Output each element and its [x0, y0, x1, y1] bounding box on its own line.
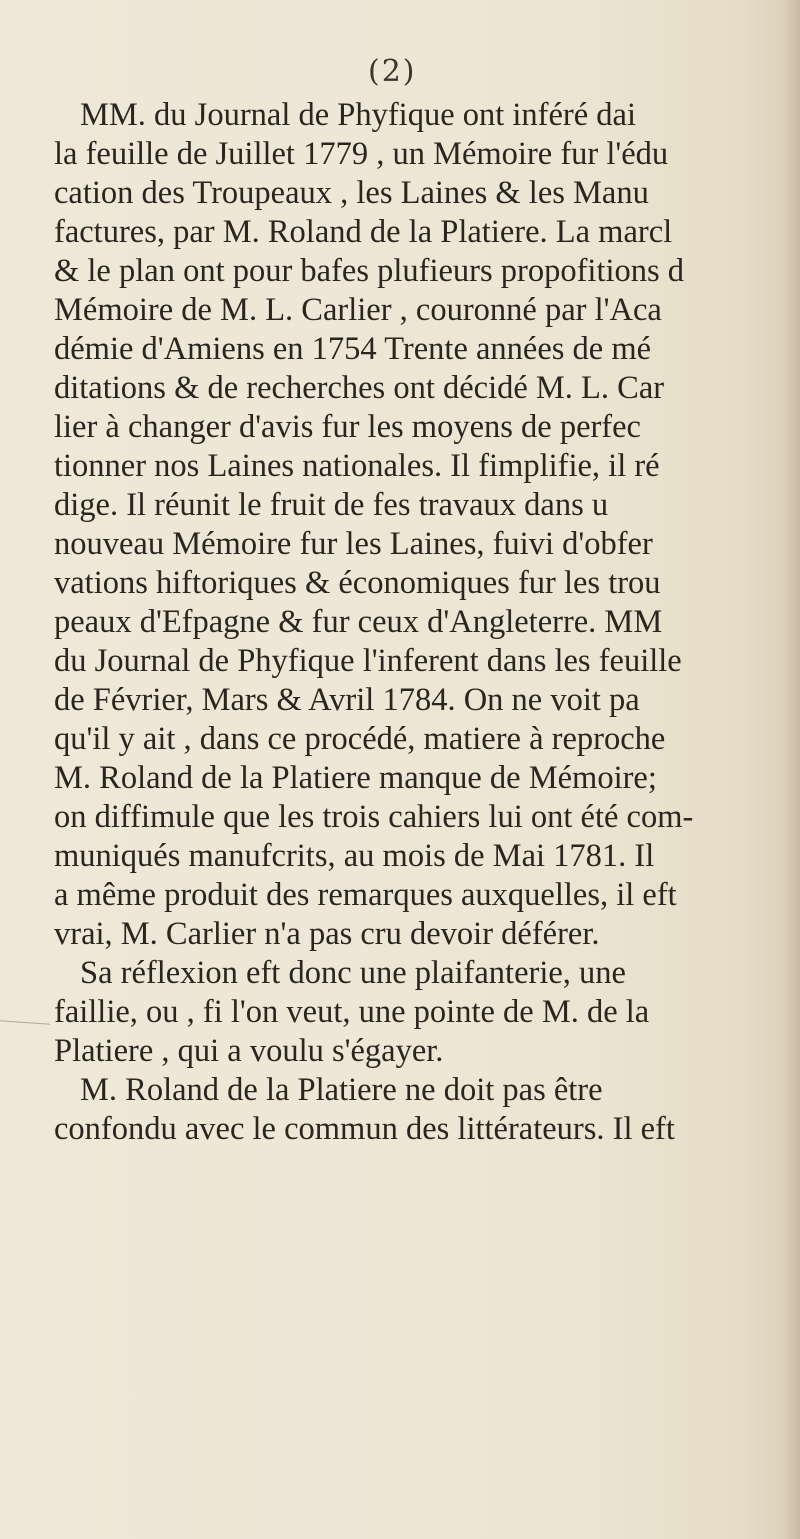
text-line: Sa réflexion eft donc une plaifanterie, une [80, 955, 626, 991]
margin-mark [0, 1020, 50, 1024]
text-line: on diffimule que les trois cahiers lui ont été com- [54, 799, 694, 835]
text-line: du Journal de Phyfique l'inferent dans les feuille [54, 643, 682, 679]
text-line: tionner nos Laines nationales. Il fimplifie, il ré [54, 448, 660, 484]
text-line: faillie, ou , fi l'on veut, une pointe de M. de la [54, 994, 650, 1030]
text-line: cation des Troupeaux , les Laines & les Manu [54, 175, 649, 211]
body-text [54, 96, 796, 1149]
text-line: factures, par M. Roland de la Platiere. La marcl [54, 214, 673, 250]
text-line: dige. Il réunit le fruit de fes travaux dans u [54, 487, 609, 523]
text-line: Platiere , qui a voulu s'égayer. [54, 1033, 444, 1069]
text-line: confondu avec le commun des littérateurs. Il eft [54, 1111, 675, 1147]
text-line: muniqués manufcrits, au mois de Mai 1781. Il [54, 838, 655, 874]
text-line: MM. du Journal de Phyfique ont inféré dai [80, 97, 637, 133]
text-line: Mémoire de M. L. Carlier , couronné par l'Aca [54, 292, 662, 328]
text-line: vrai, M. Carlier n'a pas cru devoir déférer. [54, 916, 600, 952]
text-line: lier à changer d'avis fur les moyens de perfec [54, 409, 641, 445]
text-line: M. Roland de la Platiere manque de Mémoire; [54, 760, 657, 796]
text-line: de Février, Mars & Avril 1784. On ne voit pa [54, 682, 640, 718]
text-line: a même produit des remarques auxquelles, il eft [54, 877, 677, 913]
text-line: la feuille de Juillet 1779 , un Mémoire fur l'édu [54, 136, 669, 172]
text-line: & le plan ont pour bafes plufieurs propofitions d [54, 253, 685, 289]
text-line: nouveau Mémoire fur les Laines, fuivi d'obfer [54, 526, 653, 562]
text-line: qu'il y ait , dans ce procédé, matiere à reproche [54, 721, 666, 757]
page-number: (2) [368, 54, 417, 89]
text-line: vations hiftoriques & économiques fur les trou [54, 565, 661, 601]
text-line: M. Roland de la Platiere ne doit pas être [80, 1072, 603, 1108]
text-line: ditations & de recherches ont décidé M. L. Car [54, 370, 665, 406]
text-line: peaux d'Efpagne & fur ceux d'Angleterre. MM [54, 604, 663, 640]
text-line: démie d'Amiens en 1754 Trente années de mé [54, 331, 652, 367]
